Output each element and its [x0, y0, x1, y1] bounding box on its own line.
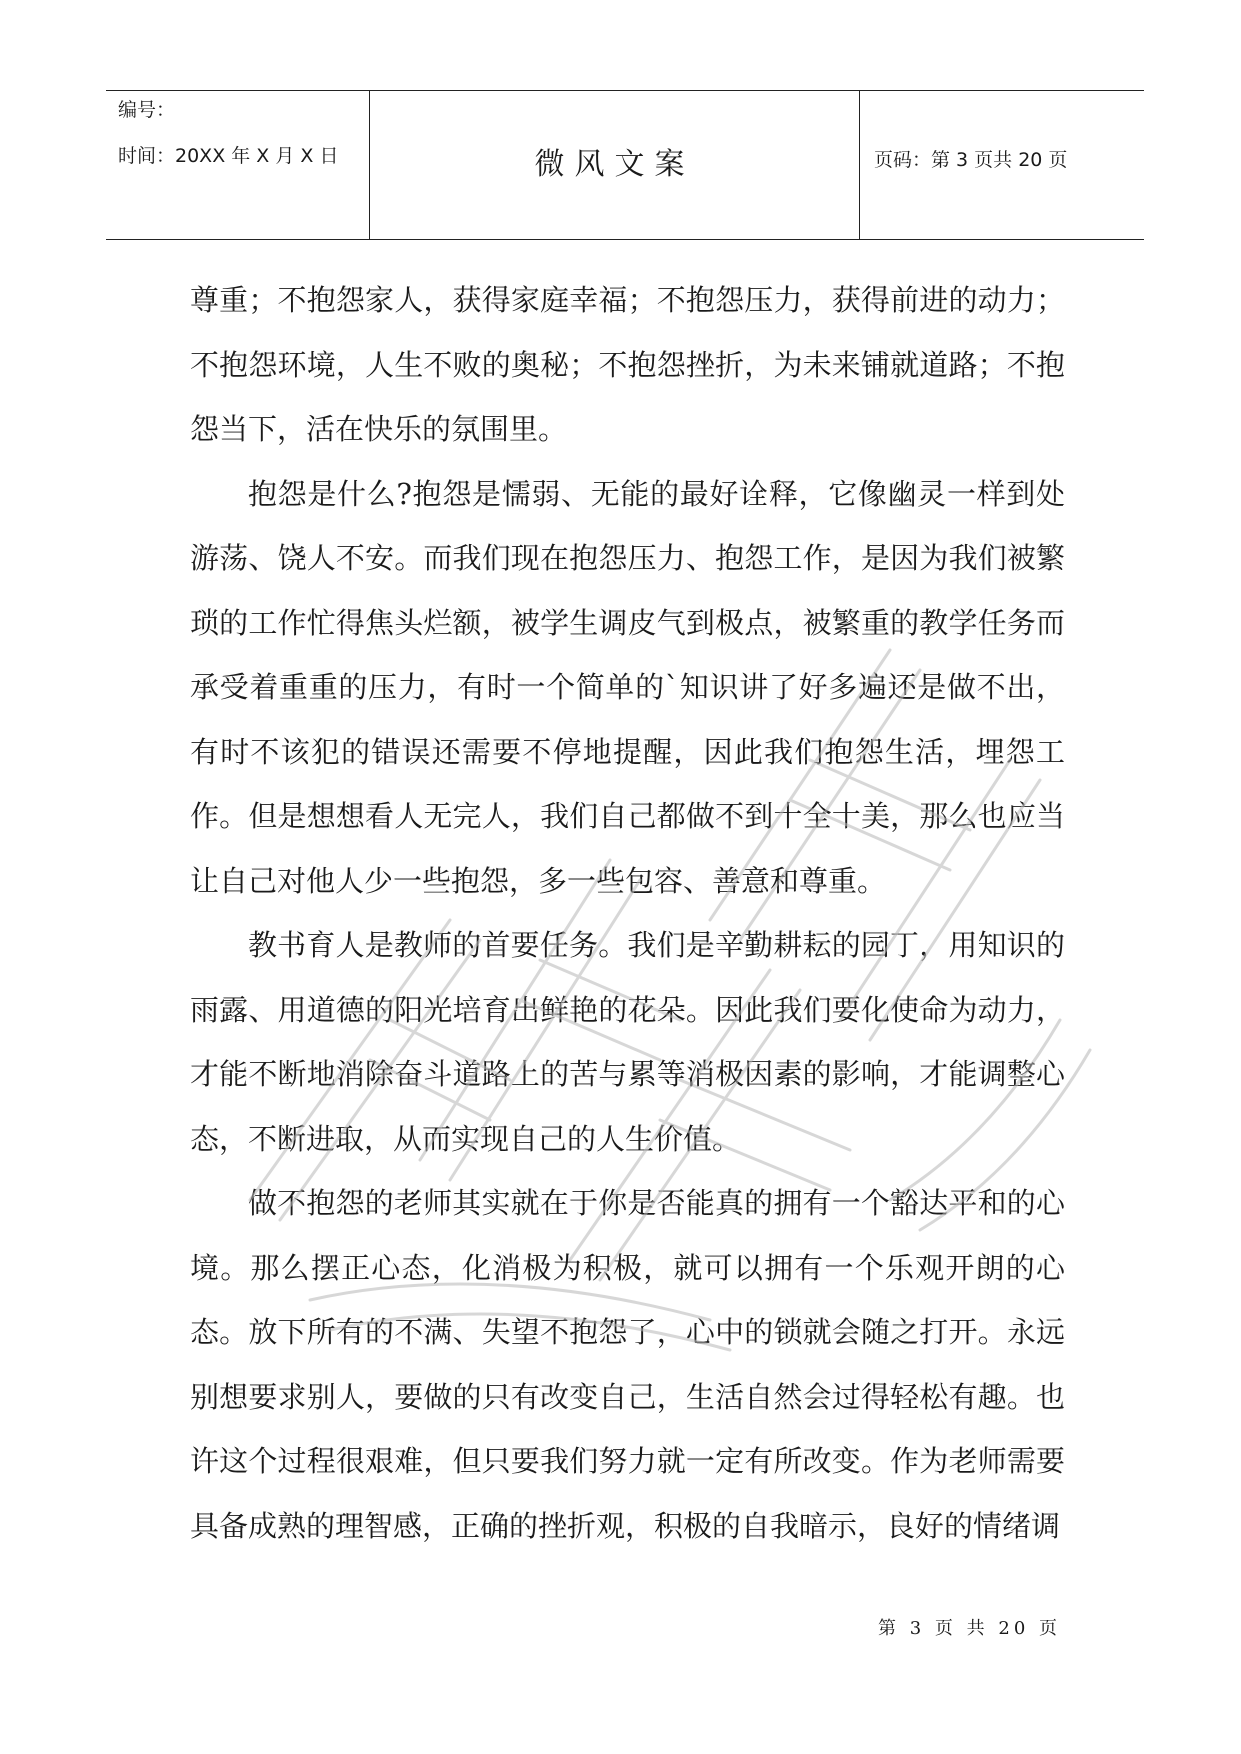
header-right-cell — [860, 91, 1144, 239]
body-content — [190, 268, 1065, 1558]
document-time-label: 时间：20XX 年 X 月 X 日 — [118, 145, 339, 167]
header-left-cell — [106, 91, 370, 239]
document-number-label: 编号： — [118, 99, 176, 121]
header-middle-cell — [370, 91, 860, 239]
document-title: 微风文案 — [534, 147, 695, 182]
paragraph: 抱怨是什么?抱怨是懦弱、无能的最好诠释，它像幽灵一样到处游荡、饶人不安。而我们现在抱怨压力、抱怨工作，是因为我们被繁琐的工作忙得焦头烂额，被学生调皮气到极点，被繁重的教学任务而承受着重重的压力，有时一个简单的`知识讲了好多遍还是做不出，有时不该犯的错误还需要不停地提醒，因此我们抱怨生活，埋怨工作。但是想想看人无完人，我们自己都做不到十全十美，那么也应当让自己对他人少一些抱怨，多一些包容、善意和尊重。 — [190, 476, 1065, 898]
paragraph: 做不抱怨的老师其实就在于你是否能真的拥有一个豁达平和的心境。那么摆正心态，化消极为积极，就可以拥有一个乐观开朗的心态。放下所有的不满、失望不抱怨了，心中的锁就会随之打开。永远别想要求别人，要做的只有改变自己，生活自然会过得轻松有趣。也许这个过程很艰难，但只要我们努力就一定有所改变。作为老师需要具备成熟的理智感，正确的挫折观，积极的自我暗示，良好的情绪调 — [190, 1186, 1065, 1543]
footer-page-number: 第 3 页 共 20 页 — [878, 1618, 1061, 1639]
header-table — [106, 90, 1144, 240]
paragraph: 教书育人是教师的首要任务。我们是辛勤耕耘的园丁，用知识的雨露、用道德的阳光培育出鲜艳的花朵。因此我们要化使命为动力，才能不断地消除奋斗道路上的苦与累等消极因素的影响，才能调整心态，不断进取，从而实现自己的人生价值。 — [190, 928, 1065, 1156]
paragraph-continued: 尊重；不抱怨家人，获得家庭幸福；不抱怨压力，获得前进的动力；不抱怨环境，人生不败的奥秘；不抱怨挫折，为未来铺就道路；不抱怨当下，活在快乐的氛围里。 — [190, 283, 1065, 446]
header-page-label: 页码：第 3 页共 20 页 — [874, 149, 1068, 171]
